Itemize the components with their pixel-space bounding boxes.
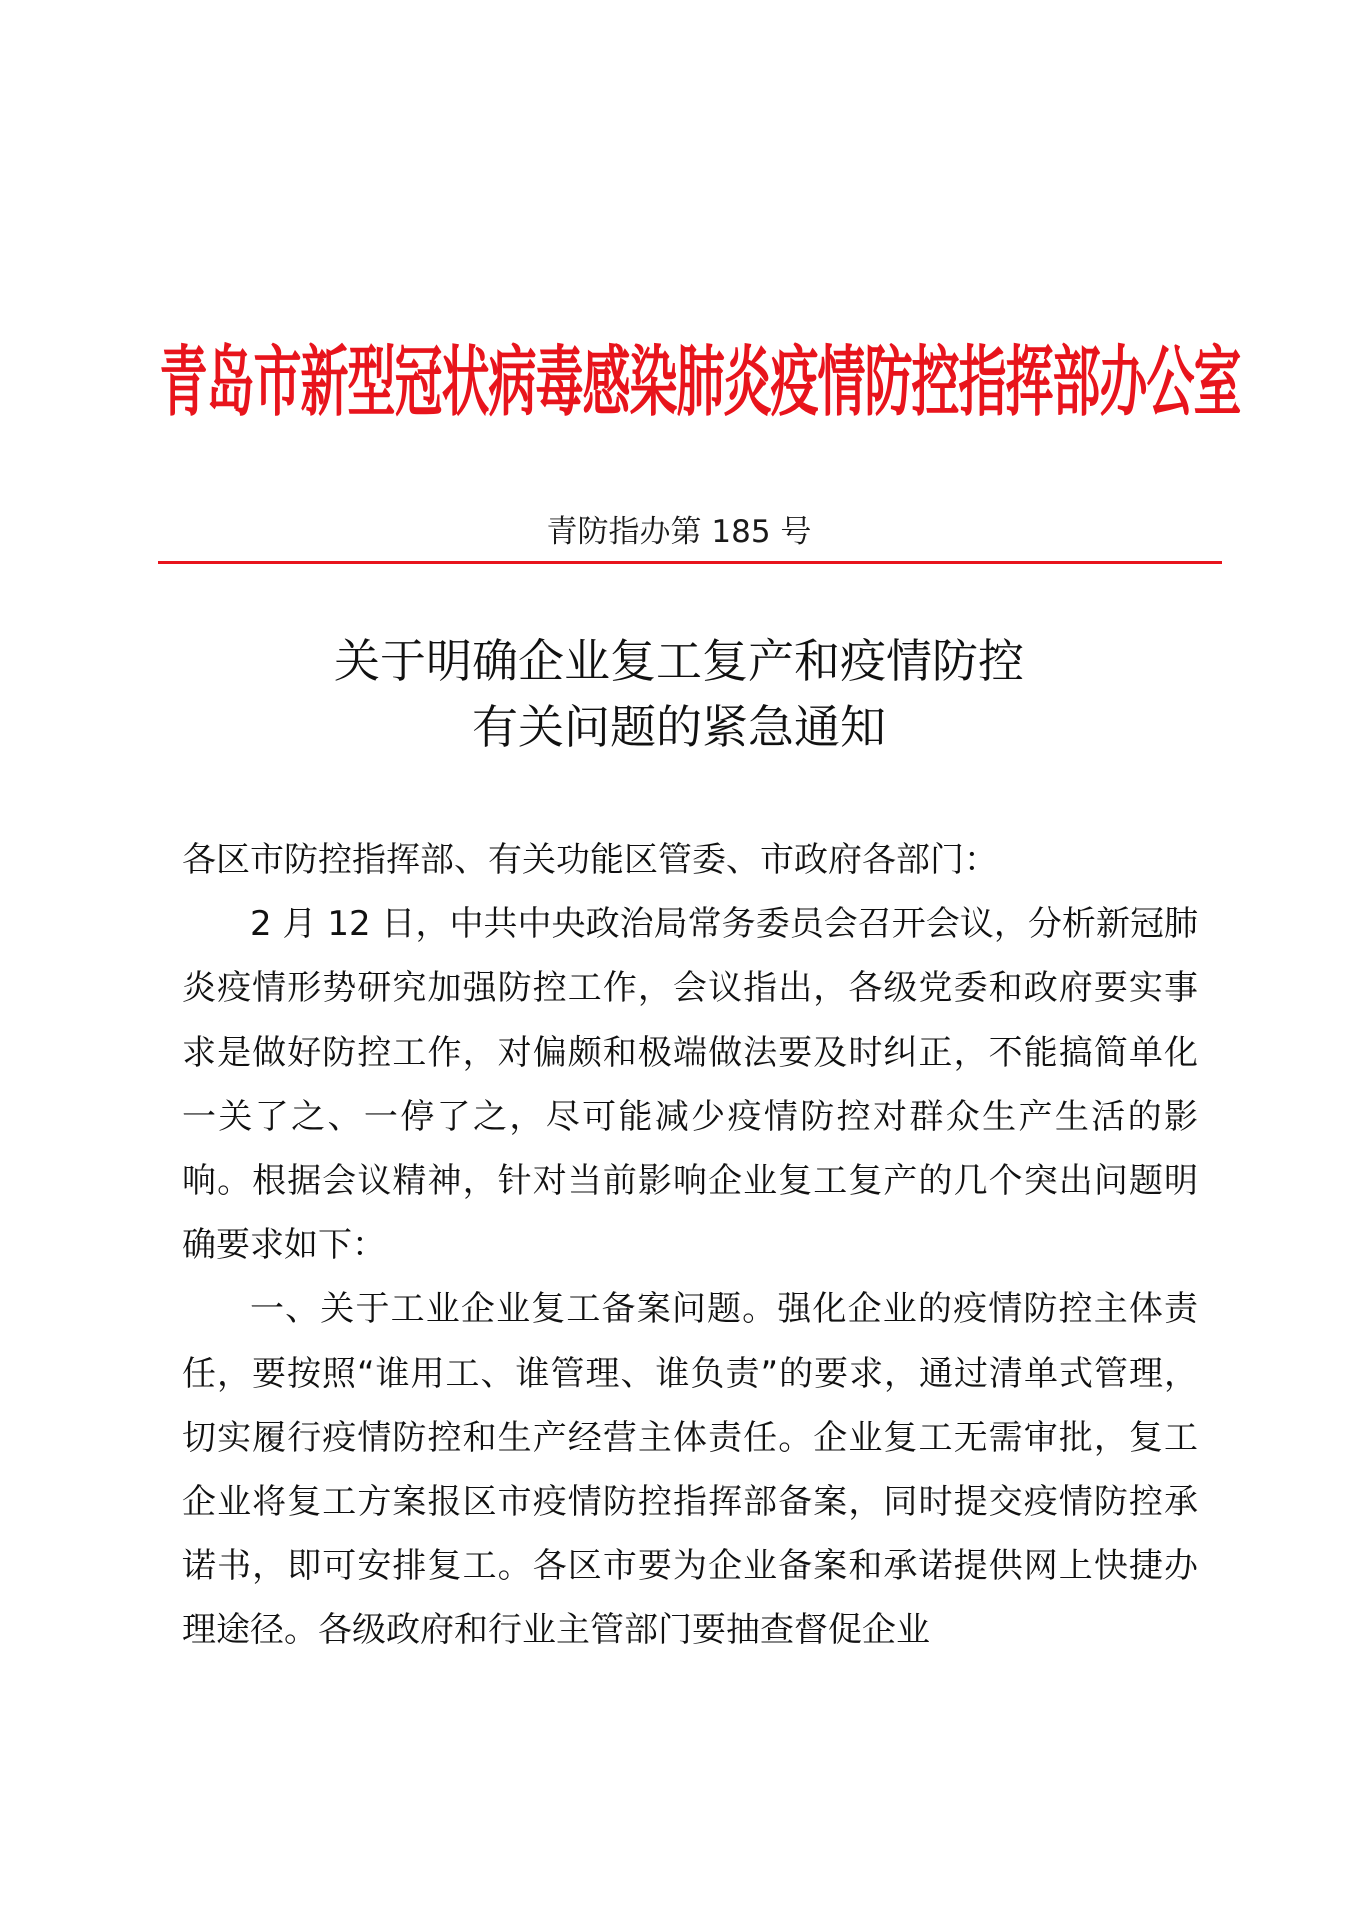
notice-title [0,628,1358,760]
body-paragraph-2: 一、关于工业企业复工备案问题。强化企业的疫情防控主体责任，要按照“谁用工、谁管理、谁负责”的要求，通过清单式管理，切实履行疫情防控和生产经营主体责任。企业复工无需审批，复工企业将复工方案报区市疫情防控指挥部备案，同时提交疫情防控承诺书，即可安排复工。各区市要为企业备案和承诺提供网上快捷办理途径。各级政府和行业主管部门要抽查督促企业 [182,1289,1198,1651]
notice-title-line-2: 有关问题的紧急通知 [472,700,886,754]
issuer-heading [150,300,1250,450]
notice-title-line-1: 关于明确企业复工复产和疫情防控 [334,634,1024,688]
issuer-heading-text: 青岛市新型冠状病毒感染肺炎疫情防控指挥部办公室 [159,337,1241,427]
addressee-line: 各区市防控指挥部、有关功能区管委、市政府各部门： [182,840,998,880]
red-divider-line [158,561,1222,564]
body-paragraph-1: 2 月 12 日，中共中央政治局常务委员会召开会议，分析新冠肺炎疫情形势研究加强防控工作，会议指出，各级党委和政府要实事求是做好防控工作，对偏颇和极端做法要及时纠正，不能搞简单化一关了之、一停了之，尽可能减少疫情防控对群众生产生活的影响。根据会议精神，针对当前影响企业复工复产的几个突出问题明确要求如下： [182,904,1198,1266]
document-body [182,828,1198,1663]
document-number: 青防指办第 185 号 [546,514,812,550]
